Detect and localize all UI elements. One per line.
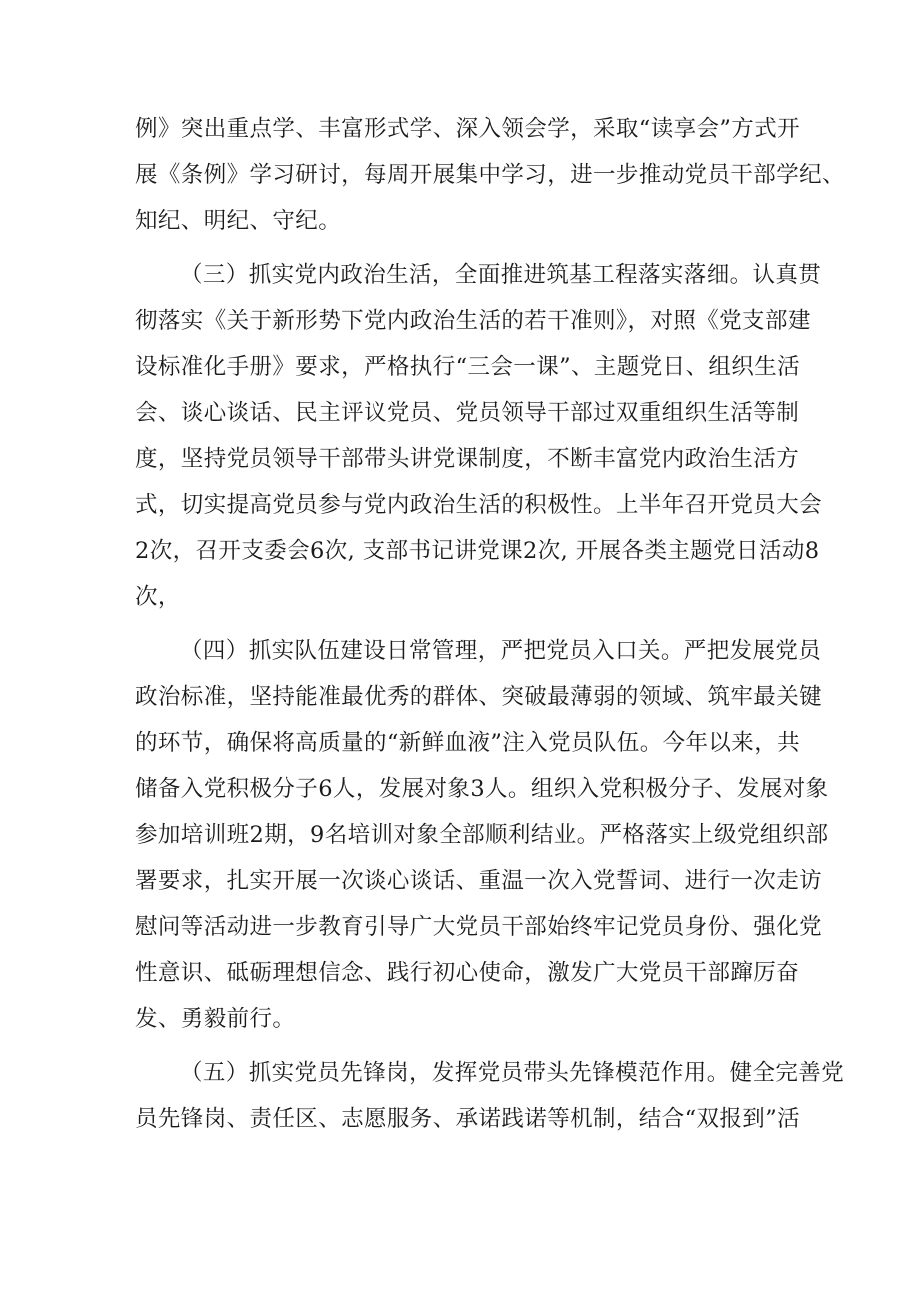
section-heading-line: （三）抓实党内政治生活，全面推进筑基工程落实落细。认真贯 [180, 262, 822, 288]
text-line: 员先锋岗、责任区、志愿服务、承诺践诺等机制，结合“双报到”活 [135, 1106, 801, 1132]
text-line: 度，坚持党员领导干部带头讲党课制度，不断丰富党内政治生活方 [135, 446, 800, 472]
text-line: 的环节，确保将高质量的“新鲜血液”注入党员队伍。今年以来，共 [135, 730, 801, 756]
text-line: 彻落实《关于新形势下党内政治生活的若干准则》，对照《党支部建 [135, 308, 811, 334]
text-line: 式，切实提高党员参与党内政治生活的积极性。上半年召开党员大会 [135, 492, 823, 518]
section-heading-line: （五）抓实党员先锋岗，发挥党员带头先锋模范作用。健全完善党 [180, 1060, 845, 1086]
text-line: 储备入党积极分子6人，发展对象3人。组织入党积极分子、发展对象 [135, 776, 829, 802]
text-line: 慰问等活动进一步教育引导广大党员干部始终牢记党员身份、强化党 [135, 914, 823, 940]
text-line: 会、谈心谈话、民主评议党员、党员领导干部过双重组织生活等制 [135, 400, 800, 426]
text-line: 发、勇毅前行。 [135, 1006, 296, 1032]
text-line: 性意识、砥砺理想信念、践行初心使命，激发广大党员干部蹿厉奋 [135, 960, 800, 986]
text-line: 知纪、明纪、守纪。 [135, 208, 342, 234]
text-line: 参加培训班2期，9名培训对象全部顺利结业。严格落实上级党组织部 [135, 822, 829, 848]
text-line: 次， [135, 584, 181, 610]
text-line: 2次，召开支委会6次, 支部书记讲党课2次, 开展各类主题党日活动8 [135, 538, 820, 564]
text-line: 例》突出重点学、丰富形式学、深入领会学，采取“读享会”方式开 [135, 116, 801, 142]
text-line: 政治标准，坚持能准最优秀的群体、突破最薄弱的领域、筑牢最关键 [135, 684, 823, 710]
text-line: 设标准化手册》要求，严格执行“三会一课”、主题党日、组织生活 [135, 354, 801, 380]
section-heading-line: （四）抓实队伍建设日常管理，严把党员入口关。严把发展党员 [180, 638, 822, 664]
text-line: 展《条例》学习研讨，每周开展集中学习，进一步推动党员干部学纪、 [135, 162, 845, 188]
text-line: 署要求，扎实开展一次谈心谈话、重温一次入党誓词、进行一次走访 [135, 868, 823, 894]
